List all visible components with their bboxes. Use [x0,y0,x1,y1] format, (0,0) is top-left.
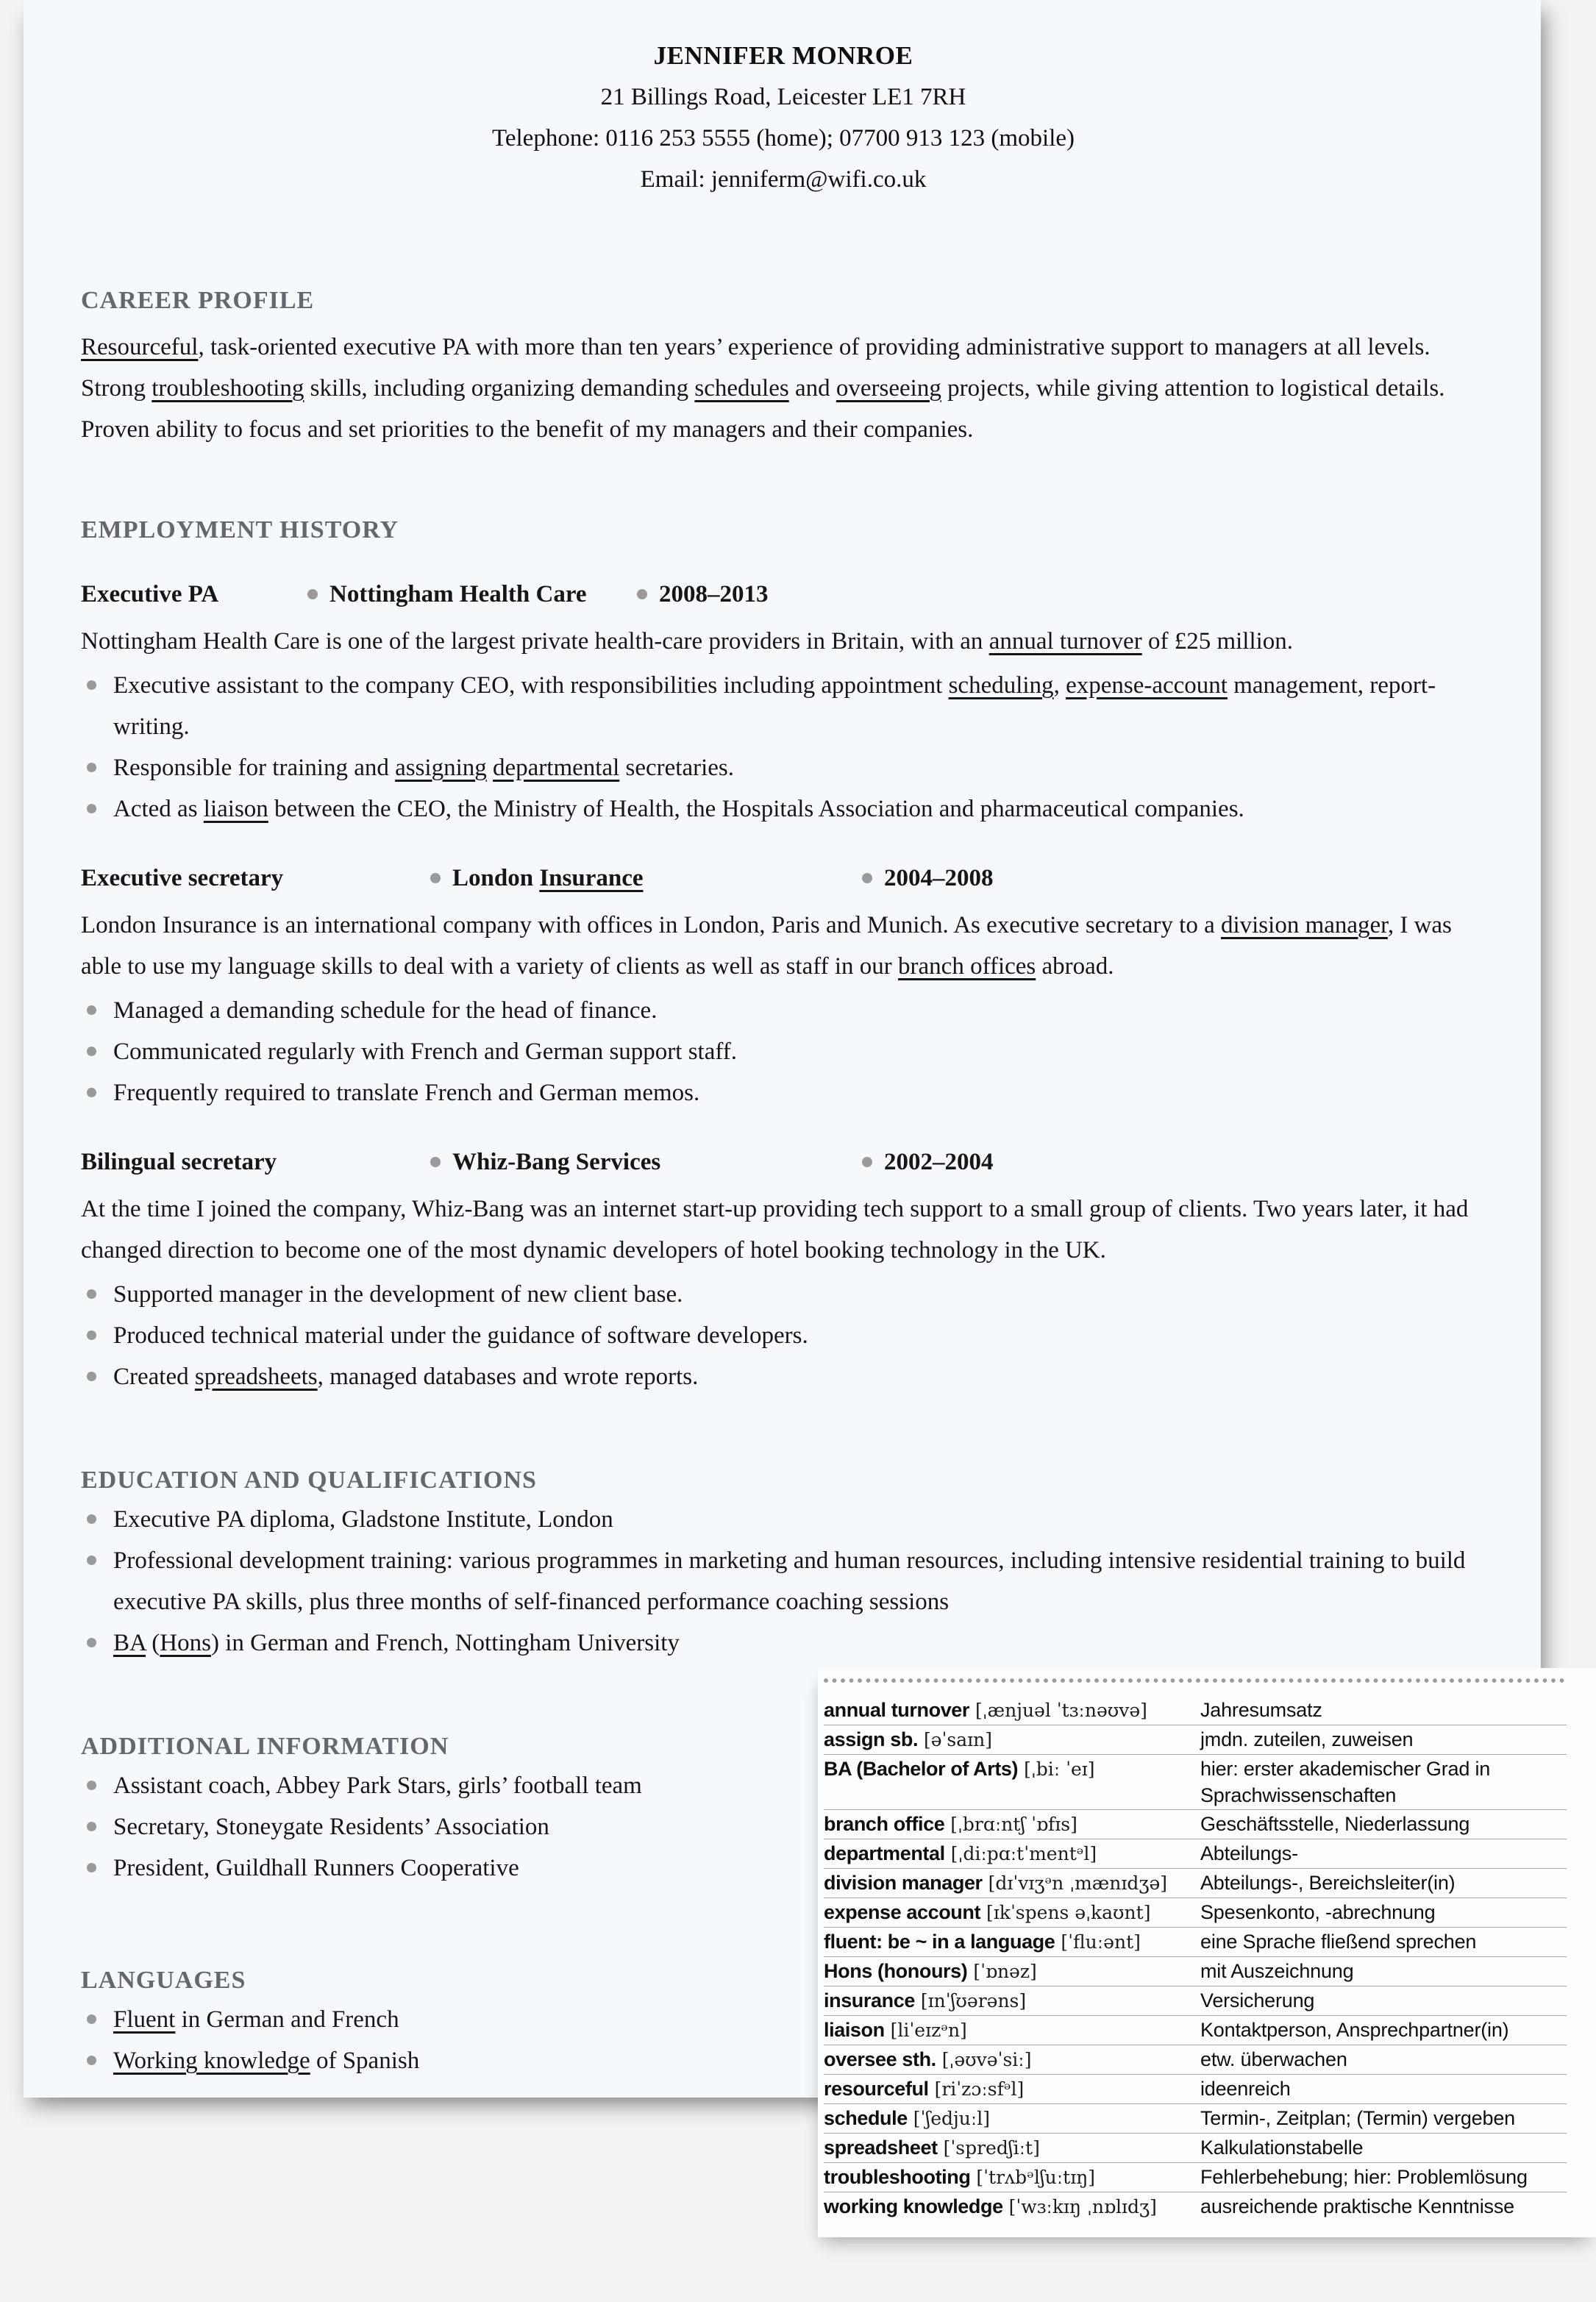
vocab-term: Fluent [113,2006,176,2033]
text-run: Supported manager in the development of new client base. [113,1281,683,1308]
separator-dot-icon [862,1157,872,1167]
glossary-phonetic: [ˌænjuəl ˈtɜːnəʊvə] [969,1700,1147,1721]
vocab-term: branch offices [898,953,1036,980]
list-item [113,747,1486,788]
candidate-name: JENNIFER MONROE [653,41,913,70]
glossary-row [824,2104,1567,2134]
glossary-row [824,2016,1567,2045]
glossary-phonetic: [ˈwɜːkɪŋ ˌnɒlɪdʒ] [1002,2196,1157,2217]
glossary-entry [824,1928,1200,1956]
glossary-term: BA (Bachelor of Arts) [824,1758,1019,1780]
vocab-term: Hons [160,1630,211,1656]
job-entry-nottingham [81,574,1486,830]
separator-dot-icon [430,1157,441,1167]
glossary-phonetic: [ˈspredʃiːt] [937,2137,1040,2159]
glossary-translation: Geschäftsstelle, Niederlassung [1200,1813,1470,1835]
glossary-translation: mit Auszeichnung [1200,1960,1354,1982]
vocabulary-glossary-box [818,1668,1596,2237]
section-education [81,1465,1486,1664]
text-run: Executive PA diploma, Gladstone Institute, London [113,1506,613,1533]
glossary-row [824,1810,1567,1839]
glossary-translation: Jahresumsatz [1200,1699,1322,1721]
vocab-term: liaison [203,796,268,822]
career-profile-heading: CAREER PROFILE [81,287,315,314]
glossary-term: oversee sth. [824,2048,936,2070]
career-profile-text [81,327,1486,450]
text-run: Produced technical material under the guidance of software developers. [113,1322,808,1349]
job-intro [81,905,1486,987]
glossary-entry [824,1840,1200,1867]
glossary-row [824,1755,1567,1810]
separator-dot-icon [430,873,441,883]
job-header [81,1141,1486,1183]
glossary-phonetic: [ˈfluːənt] [1055,1931,1141,1953]
list-item [113,1847,816,1889]
vocab-term: spreadsheets [194,1364,318,1390]
separator-dot-icon [307,589,318,599]
list-item [113,1540,1486,1622]
candidate-address: 21 Billings Road, Leicester LE1 7RH [600,84,966,110]
glossary-translation: Versicherung [1200,1989,1315,2011]
list-item [113,665,1486,747]
list-item [113,1499,1486,1540]
education-heading: EDUCATION AND QUALIFICATIONS [81,1467,537,1494]
job-bullet-list [81,1274,1486,1397]
glossary-entry [824,2164,1200,2191]
glossary-entry [824,1870,1200,1897]
glossary-phonetic: [ɪnˈʃʊərəns] [914,1990,1027,2011]
glossary-term: resourceful [824,2078,929,2100]
list-item [113,2040,816,2081]
glossary-term: division manager [824,1872,983,1894]
list-item [113,1806,816,1847]
glossary-translation: eine Sprache fließend sprechen [1200,1931,1477,1953]
text-run: secretaries. [619,755,735,781]
text-run: , [1053,672,1066,699]
job-intro [81,621,1486,662]
list-item [113,1765,816,1806]
glossary-row [824,2163,1567,2192]
job-bullet-list [81,665,1486,830]
text-run: of Spanish [310,2048,420,2074]
text-run: London Insurance is an international company with offices in London, Paris and Munich. As executive secretary to a [81,912,1221,938]
vocab-term: assigning [395,755,487,781]
list-item [113,1072,1486,1113]
vocab-term: overseeing [836,375,941,402]
glossary-term: branch office [824,1813,945,1835]
glossary-term: working knowledge [824,2195,1003,2217]
vocab-term: Working knowledge [113,2048,310,2074]
text-run: , I was able to use my language skills to deal with a variety of clients as well as staff in our [81,912,1452,980]
section-additional-information [81,1731,816,1889]
glossary-translation: etw. überwachen [1200,2048,1347,2070]
vocab-term: Insurance [539,865,644,891]
list-item [113,788,1486,830]
glossary-entry [824,2134,1200,2162]
vocab-term: troubleshooting [152,375,304,402]
job-company [329,574,637,615]
text-run: , task-oriented executive PA with more than ten years’ experience of providing administrative support to managers at all levels. Strong [81,334,1431,402]
glossary-phonetic: [ˈɒnəz] [967,1961,1037,1982]
text-run: between the CEO, the Ministry of Health, the Hospitals Association and pharmaceutical companies. [268,796,1244,822]
glossary-phonetic: [riˈzɔːsfᵊl] [928,2078,1025,2100]
text-run: projects, while giving attention to logistical details. Proven ability to focus and set priorities to the benefit of my managers and their companies. [81,375,1445,443]
job-header [81,858,1486,899]
candidate-telephone: Telephone: 0116 253 5555 (home); 07700 913 123 (mobile) [492,125,1075,152]
text-run: Executive assistant to the company CEO, with responsibilities including appointment [113,672,949,699]
separator-dot-icon [862,873,872,883]
glossary-term: fluent: be ~ in a language [824,1931,1055,1953]
glossary-row [824,1696,1567,1725]
glossary-phonetic: [ˈʃedjuːl] [907,2108,991,2129]
text-run: in German and French [175,2006,399,2033]
glossary-translation: Fehlerbehebung; hier: Problemlösung [1200,2166,1528,2188]
glossary-row [824,2134,1567,2163]
glossary-entry [824,1958,1200,1985]
text-run: Communicated regularly with French and German support staff. [113,1038,738,1065]
glossary-entry [824,2046,1200,2073]
job-entry-london-insurance [81,858,1486,1113]
glossary-translation: Kalkulationstabelle [1200,2137,1364,2159]
glossary-term: assign sb. [824,1728,919,1750]
text-run: Responsible for training and [113,755,396,781]
education-bullet-list [81,1499,1486,1664]
glossary-phonetic: [dɪˈvɪʒᵊn ˌmænɪdʒə] [982,1872,1168,1894]
vocab-term: annual turnover [988,628,1142,655]
list-item [113,1315,1486,1356]
text-run: Created [113,1364,195,1390]
job-title: Executive secretary [81,865,284,891]
glossary-row [824,2045,1567,2075]
employment-history-heading: EMPLOYMENT HISTORY [81,516,399,544]
text-run: London [452,865,540,891]
glossary-translation: Abteilungs- [1200,1842,1298,1864]
cv-header [81,35,1486,200]
glossary-row [824,1986,1567,2016]
job-bullet-list [81,990,1486,1113]
vocab-term: expense-account [1066,672,1228,699]
glossary-entry [824,2105,1200,2132]
glossary-entry [824,1811,1200,1838]
list-item [113,1031,1486,1072]
section-employment-history [81,515,1486,1397]
glossary-entry [824,1697,1200,1724]
job-dates: 2004–2008 [884,865,994,891]
glossary-phonetic: [ˌəʊvəˈsiː] [936,2049,1032,2070]
text-run: Secretary, Stoneygate Residents’ Association [113,1814,549,1840]
section-languages [81,1965,816,2081]
text-run: Managed a demanding schedule for the head of finance. [113,997,658,1024]
glossary-translation: ideenreich [1200,2078,1291,2100]
glossary-phonetic: [ˌbiː ˈeɪ] [1018,1758,1095,1780]
glossary-phonetic: [ˌdiːpɑːtˈmentᵊl] [944,1843,1097,1864]
glossary-row [824,1869,1567,1898]
glossary-table [824,1696,1567,2221]
job-title: Executive PA [81,581,219,607]
text-run: ( [146,1630,160,1656]
glossary-row [824,1725,1567,1755]
list-item [113,1622,1486,1664]
text-run: Assistant coach, Abbey Park Stars, girls’ football team [113,1772,642,1799]
text-run: and [788,375,836,402]
glossary-entry [824,1899,1200,1926]
text-run: , managed databases and wrote reports. [317,1364,699,1390]
job-header [81,574,1486,615]
glossary-phonetic: [liˈeɪzᵊn] [884,2020,967,2041]
list-item [113,990,1486,1031]
glossary-term: departmental [824,1842,945,1864]
job-title: Bilingual secretary [81,1149,277,1175]
candidate-email: Email: jenniferm@wifi.co.uk [640,166,927,193]
text-run: Acted as [113,796,204,822]
languages-bullet-list [81,1999,816,2081]
additional-bullet-list [81,1765,816,1889]
glossary-row [824,1957,1567,1986]
job-intro [81,1189,1486,1271]
list-item [113,1274,1486,1315]
separator-dot-icon [637,589,647,599]
text-run: Frequently required to translate French and German memos. [113,1080,700,1106]
job-company [452,858,862,899]
glossary-translation: jmdn. zuteilen, zuweisen [1200,1728,1414,1750]
text-run: skills, including organizing demanding [304,375,695,402]
additional-information-heading: ADDITIONAL INFORMATION [81,1733,449,1760]
glossary-row [824,2075,1567,2104]
glossary-translation: ausreichende praktische Kenntnisse [1200,2195,1514,2217]
glossary-term: liaison [824,2019,885,2041]
vocab-term: departmental [493,755,620,781]
glossary-row [824,1898,1567,1928]
glossary-entry [824,1726,1200,1753]
text-run: Nottingham Health Care [329,581,587,607]
glossary-term: Hons (honours) [824,1960,968,1982]
job-company [452,1141,862,1183]
text-run: of £25 million. [1141,628,1294,655]
glossary-term: troubleshooting [824,2166,971,2188]
list-item [113,1356,1486,1397]
text-run: Whiz-Bang Services [452,1149,661,1175]
glossary-translation: Abteilungs-, Bereichsleiter(in) [1200,1872,1456,1894]
text-run: abroad. [1036,953,1114,980]
glossary-phonetic: [əˈsaɪn] [918,1729,993,1750]
glossary-term: annual turnover [824,1699,970,1721]
glossary-entry [824,1756,1200,1783]
list-item [113,1999,816,2040]
glossary-term: spreadsheet [824,2137,938,2159]
dotted-divider [824,1678,1567,1683]
glossary-term: insurance [824,1989,915,2011]
text-run: Professional development training: various programmes in marketing and human resources, including intensive residential training to build executive PA skills, plus three months of self-financed performance coaching sessions [113,1547,1466,1615]
vocab-term: Resourceful [81,334,199,360]
job-dates: 2008–2013 [659,581,769,607]
glossary-phonetic: [ˈtrʌbᵊlʃuːtɪŋ] [970,2167,1096,2188]
glossary-entry [824,2075,1200,2103]
languages-heading: LANGUAGES [81,1967,246,1994]
text-run: Nottingham Health Care is one of the largest private health-care providers in Britain, with an [81,628,989,655]
glossary-entry [824,1987,1200,2014]
glossary-entry [824,2193,1200,2220]
glossary-term: expense account [824,1901,981,1923]
text-run: President, Guildhall Runners Cooperative [113,1855,519,1881]
text-run: At the time I joined the company, Whiz-Bang was an internet start-up providing tech support to a small group of clients. Two years later, it had changed direction to become one of the most dynamic developers of hotel booking technology in the UK. [81,1196,1469,1264]
text-run [487,755,493,781]
glossary-translation: hier: erster akademischer Grad in Sprachwissenschaften [1200,1758,1491,1806]
glossary-translation: Spesenkonto, -abrechnung [1200,1901,1436,1923]
vocab-term: division manager [1220,912,1388,938]
vocab-term: BA [113,1630,146,1656]
job-dates: 2002–2004 [884,1149,994,1175]
glossary-entry [824,2017,1200,2044]
text-run: management, report-writing. [113,672,1436,740]
glossary-phonetic: [ˌbrɑːntʃ ˈɒfɪs] [944,1814,1077,1835]
glossary-row [824,1839,1567,1869]
text-run: ) in German and French, Nottingham University [210,1630,680,1656]
glossary-row [824,1928,1567,1957]
glossary-row [824,2192,1567,2221]
vocab-term: scheduling [948,672,1054,699]
glossary-translation: Termin-, Zeitplan; (Termin) vergeben [1200,2107,1515,2129]
glossary-translation: Kontaktperson, Ansprechpartner(in) [1200,2019,1509,2041]
job-entry-whiz-bang [81,1141,1486,1397]
glossary-phonetic: [ɪkˈspens əˌkaʊnt] [980,1902,1151,1923]
glossary-term: schedule [824,2107,908,2129]
vocab-term: schedules [694,375,789,402]
section-career-profile [81,285,1486,450]
